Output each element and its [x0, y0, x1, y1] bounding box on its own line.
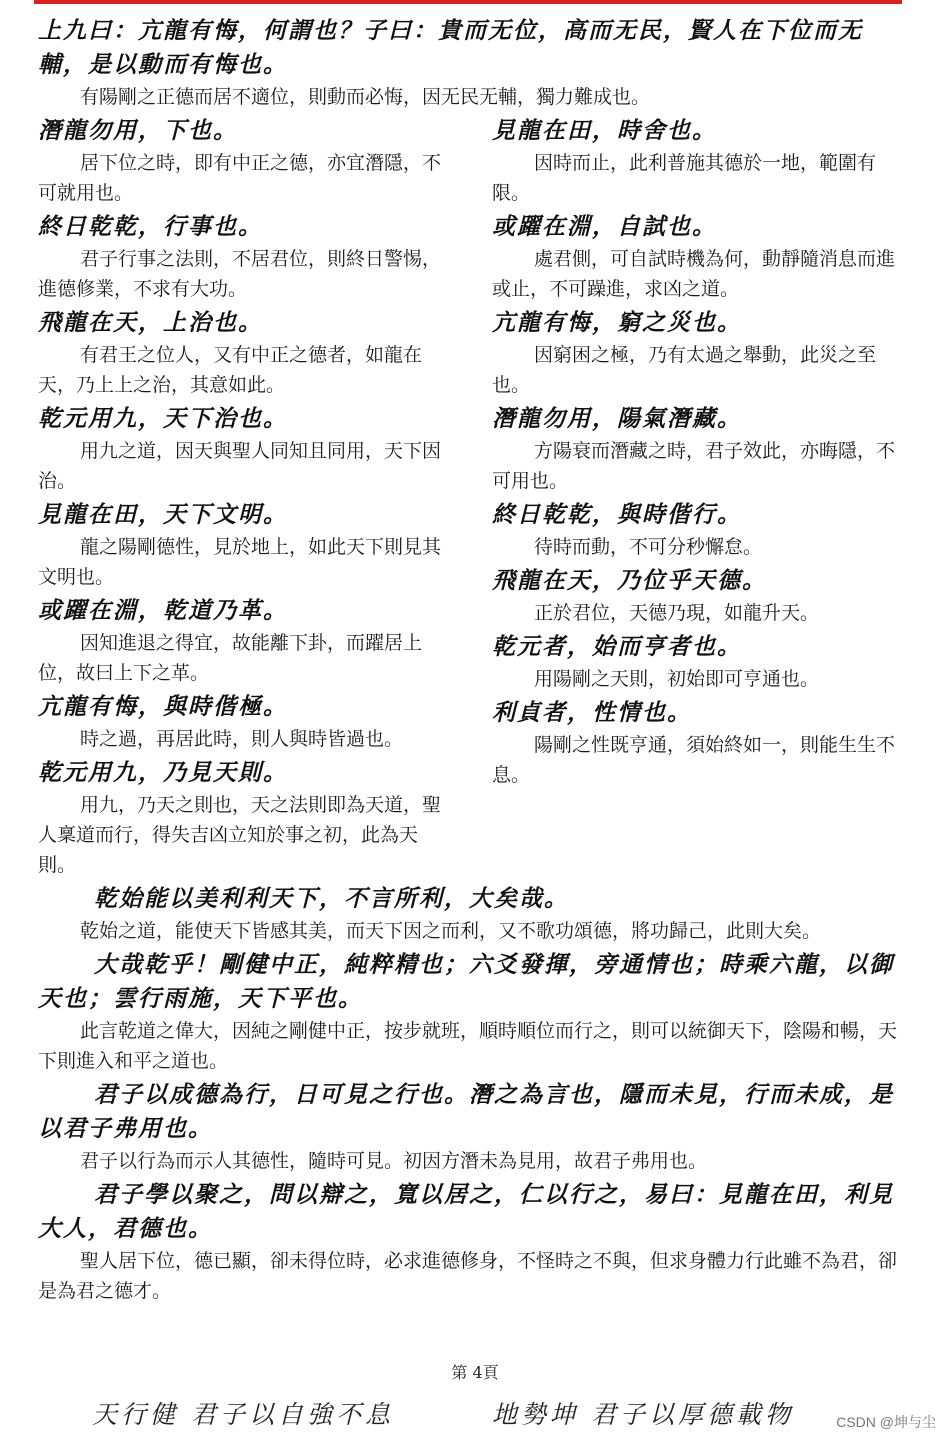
section-heading: 君子學以聚之，問以辯之，寬以居之，仁以行之，易曰：見龍在田，利見大人，君德也。 — [38, 1181, 894, 1242]
entry-heading: 潛龍勿用，下也。 — [38, 117, 238, 144]
section — [38, 882, 906, 946]
entry-heading: 終日乾乾，行事也。 — [38, 213, 263, 240]
footer-motto-right: 地勢坤 君子以厚德載物 — [492, 1400, 794, 1429]
footer-motto-left: 天行健 君子以自強不息 — [92, 1400, 394, 1429]
entry — [492, 498, 906, 562]
entry — [492, 210, 906, 304]
entry-heading: 潛龍勿用，陽氣潛藏。 — [492, 405, 742, 432]
entry-text: 有君王之位人，又有中正之德者，如龍在天，乃上上之治，其意如此。 — [38, 344, 423, 396]
entry — [38, 210, 452, 304]
page-number: 第 4頁 — [451, 1363, 499, 1382]
entry-text: 因窮困之極，乃有太過之舉動，此災之至也。 — [492, 344, 877, 396]
entry-heading: 亢龍有悔，窮之災也。 — [492, 309, 742, 336]
watermark: CSDN @坤与尘 — [836, 1414, 936, 1430]
entry-heading: 飛龍在天，乃位乎天德。 — [492, 567, 767, 594]
entry-text: 因知進退之得宜，故能離下卦，而躍居上位，故曰上下之革。 — [38, 632, 423, 684]
entry-text: 龍之陽剛德性，見於地上，如此天下則見其文明也。 — [38, 536, 442, 588]
section-text: 乾始之道，能使天下皆感其美，而天下因之而利，又不歌功頌德，將功歸己，此則大矣。 — [80, 920, 822, 942]
entry-heading: 終日乾乾，與時偕行。 — [492, 501, 742, 528]
entry — [38, 756, 452, 880]
entry-text: 待時而動，不可分秒懈怠。 — [534, 536, 763, 558]
entry-heading: 乾元用九，天下治也。 — [38, 405, 288, 432]
full-width-sections — [38, 882, 906, 1306]
entry — [38, 114, 452, 208]
section — [38, 1078, 906, 1176]
entry — [38, 306, 452, 400]
entry-text: 時之過，再居此時，則人與時皆過也。 — [80, 728, 404, 750]
entry-text: 用九之道，因天與聖人同知且同用，天下因治。 — [38, 440, 442, 492]
entry — [38, 402, 452, 496]
entry-heading: 見龍在田，時舍也。 — [492, 117, 717, 144]
entry-heading: 或躍在淵，自試也。 — [492, 213, 717, 240]
entry-text: 陽剛之性既亨通，須始終如一，則能生生不息。 — [492, 734, 896, 786]
entry — [492, 114, 906, 208]
intro-block — [38, 14, 906, 112]
entry-text: 因時而止，此利普施其德於一地，範圍有限。 — [492, 152, 877, 204]
entry-text: 正於君位，天德乃現，如龍升天。 — [534, 602, 820, 624]
intro-text: 有陽剛之正德而居不適位，則動而必悔，因无民无輔，獨力難成也。 — [80, 86, 651, 108]
entry-text: 方陽衰而潛藏之時，君子效此，亦晦隱，不可用也。 — [492, 440, 896, 492]
entry — [492, 402, 906, 496]
entry-heading: 亢龍有悔，與時偕極。 — [38, 693, 288, 720]
entry — [492, 564, 906, 628]
page-content — [38, 12, 906, 1306]
section-text: 君子以行為而示人其德性，隨時可見。初因方潛未為見用，故君子弗用也。 — [80, 1150, 708, 1172]
two-column-commentary — [38, 112, 906, 880]
entry — [492, 306, 906, 400]
entry-text: 用九，乃天之則也，天之法則即為天道，聖人稟道而行，得失吉凶立知於事之初，此為天則。 — [38, 794, 442, 876]
section-text: 此言乾道之偉大，因純之剛健中正，按步就班，順時順位而行之，則可以統御天下，陰陽和暢，天下則進入和平之道也。 — [38, 1020, 898, 1072]
entry — [38, 498, 452, 592]
entry — [492, 696, 906, 790]
entry-text: 用陽剛之天則，初始即可亨通也。 — [534, 668, 820, 690]
entry — [492, 630, 906, 694]
entry-heading: 利貞者，性情也。 — [492, 699, 692, 726]
entry-heading: 或躍在淵，乾道乃革。 — [38, 597, 288, 624]
intro-heading: 上九曰：亢龍有悔，何謂也？子曰：貴而无位，高而无民，賢人在下位而无輔，是以動而有悔也。 — [38, 17, 863, 78]
section-text: 聖人居下位，德已顯，卻未得位時，必求進德修身，不怪時之不與，但求身體力行此雖不為君，卻是為君之德才。 — [38, 1250, 898, 1302]
right-column — [492, 112, 906, 880]
section — [38, 1178, 906, 1306]
entry-heading: 乾元者，始而亨者也。 — [492, 633, 742, 660]
entry-text: 處君側，可自試時機為何，動靜隨消息而進或止，不可躁進，求凶之道。 — [492, 248, 896, 300]
entry-heading: 見龍在田，天下文明。 — [38, 501, 288, 528]
entry — [38, 690, 452, 754]
section-heading: 乾始能以美利利天下，不言所利，大矣哉。 — [94, 885, 569, 912]
entry-text: 君子行事之法則，不居君位，則終日警惕，進德修業，不求有大功。 — [38, 248, 442, 300]
entry-text: 居下位之時，即有中正之德，亦宜潛隱，不可就用也。 — [38, 152, 442, 204]
top-red-rule — [34, 0, 902, 4]
entry-heading: 乾元用九，乃見天則。 — [38, 759, 288, 786]
entry — [38, 594, 452, 688]
section — [38, 948, 906, 1076]
entry-heading: 飛龍在天，上治也。 — [38, 309, 263, 336]
section-heading: 大哉乾乎！剛健中正，純粹精也；六爻發揮，旁通情也；時乘六龍，以御天也；雲行雨施，天下平也。 — [38, 951, 894, 1012]
left-column — [38, 112, 452, 880]
section-heading: 君子以成德為行，日可見之行也。潛之為言也，隱而未見，行而未成，是以君子弗用也。 — [38, 1081, 894, 1142]
